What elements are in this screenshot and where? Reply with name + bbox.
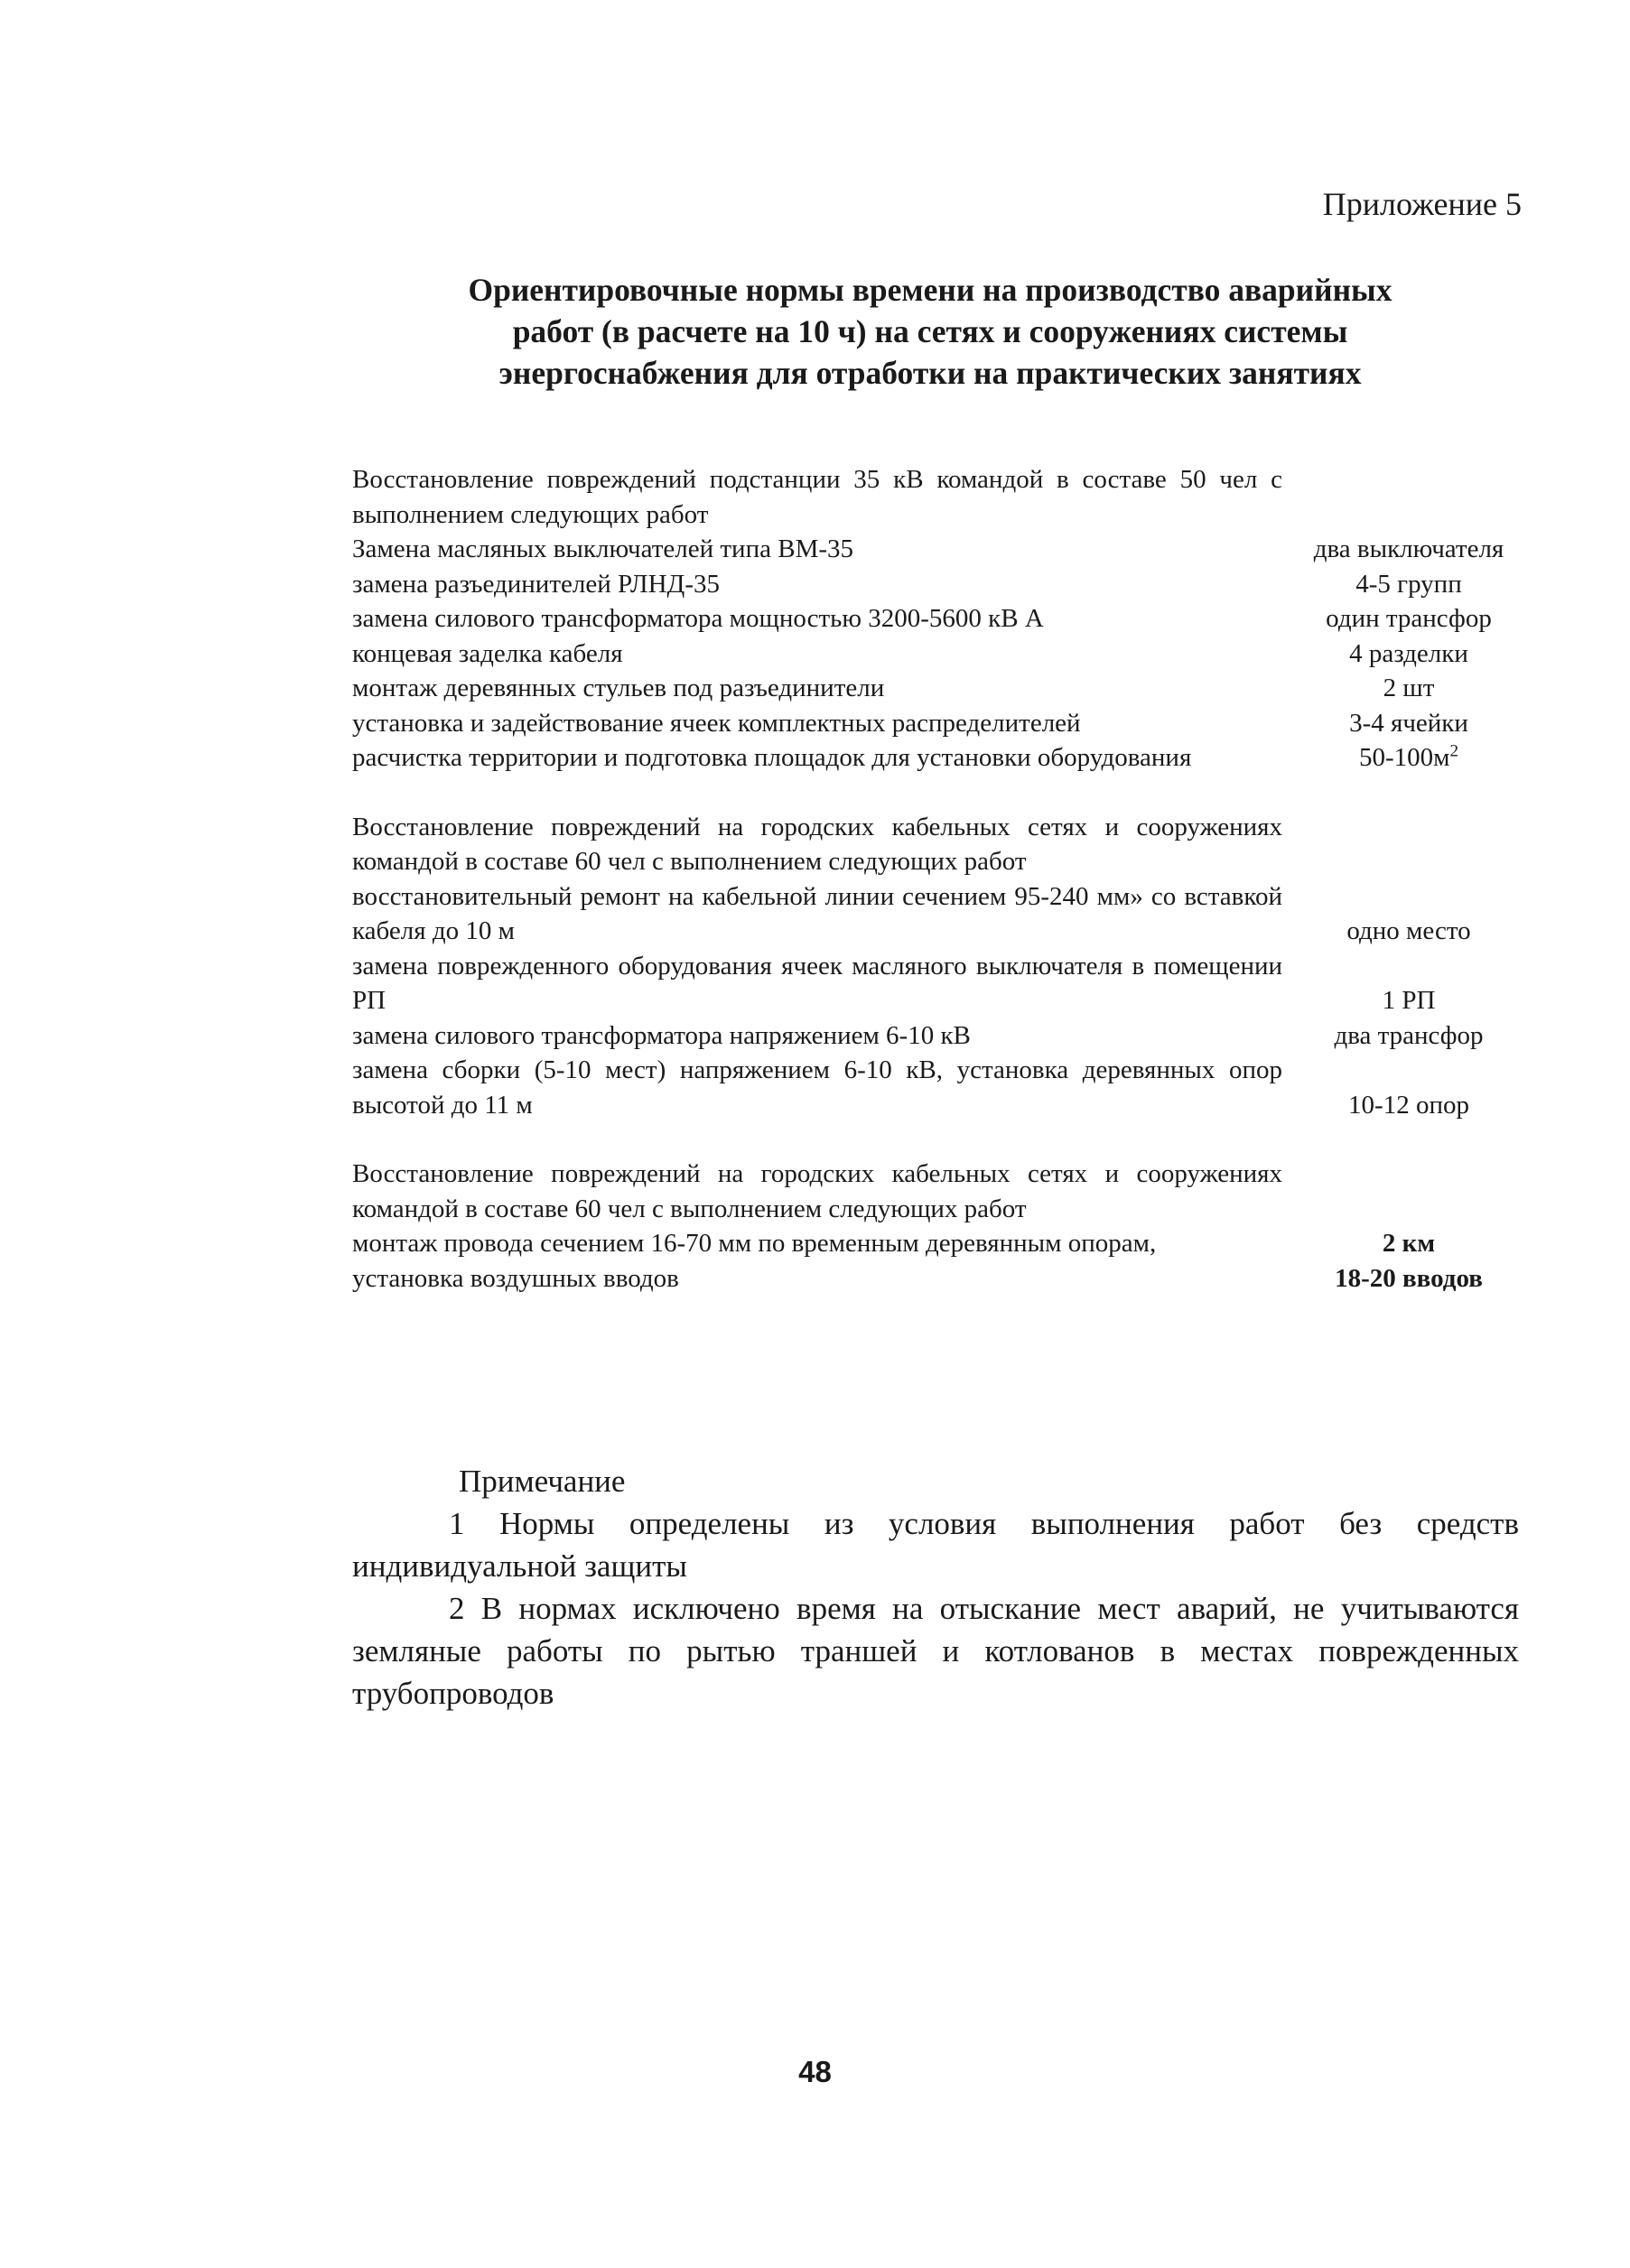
norm-value: одно место xyxy=(1346,916,1471,945)
norm-row xyxy=(352,462,1535,532)
norm-value: 1 РП xyxy=(1382,986,1436,1015)
title-line: энергоснабжения для отработки на практических занятиях xyxy=(498,355,1362,391)
title-line: Ориентировочные нормы времени на производство аварийных xyxy=(468,272,1392,308)
norm-text: Восстановление повреждений на городских кабельных сетях и сооружениях командой в составе 60 чел с выполнением следующих работ xyxy=(352,1159,1282,1223)
norms-list xyxy=(352,462,1535,1330)
norm-row xyxy=(352,1053,1535,1122)
norm-text: замена поврежденного оборудования ячеек масляного выключателя в помещении РП xyxy=(352,951,1282,1015)
superscript: 2 xyxy=(1449,741,1458,761)
norm-text: восстановительный ремонт на кабельной линии сечением 95-240 мм» со вставкой кабеля до 10 м xyxy=(352,881,1282,945)
norm-value: 3-4 ячейки xyxy=(1349,708,1468,738)
norm-text: замена силового трансформатора напряжением 6-10 кВ xyxy=(352,1020,971,1050)
norm-row xyxy=(352,1018,1535,1054)
norm-row xyxy=(352,706,1535,741)
norm-row xyxy=(352,949,1535,1018)
page-number: 48 xyxy=(798,2055,832,2088)
norm-value: два трансфор xyxy=(1334,1020,1484,1050)
norm-text: замена разъединителей РЛНД-35 xyxy=(352,569,720,599)
norms-section xyxy=(352,1157,1535,1296)
norm-value: 4-5 групп xyxy=(1355,569,1462,599)
norm-text: установка воздушных вводов xyxy=(352,1263,679,1293)
norm-text: Восстановление повреждений на городских кабельных сетях и сооружениях командой в составе 60 чел с выполнением следующих работ xyxy=(352,812,1282,876)
norm-row xyxy=(352,1261,1535,1297)
norm-value: 18-20 вводов xyxy=(1335,1263,1483,1293)
norms-section xyxy=(352,810,1535,1123)
norm-value: 4 разделки xyxy=(1349,638,1468,668)
norm-row xyxy=(352,567,1535,602)
norm-row xyxy=(352,1157,1535,1226)
norm-value: один трансфор xyxy=(1326,604,1492,633)
norm-text: замена сборки (5-10 мест) напряжением 6-10 кВ, установка деревянных опор высотой до 11 м xyxy=(352,1055,1282,1120)
norm-text: замена силового трансформатора мощностью 3200-5600 кВ А xyxy=(352,604,1044,633)
norm-value: два выключателя xyxy=(1313,534,1504,563)
norm-row xyxy=(352,601,1535,637)
norm-value: 2 шт xyxy=(1383,674,1435,702)
note-paragraph: 2 В нормах исключено время на отыскание мест аварий, не учитываются земляные работы по рытью траншей и котлованов в местах поврежденных трубопроводов xyxy=(352,1591,1519,1711)
norm-row xyxy=(352,1226,1535,1261)
norm-value: 2 км xyxy=(1382,1229,1436,1258)
appendix-label: Приложение 5 xyxy=(1322,186,1522,222)
note-paragraph: 1 Нормы определены из условия выполнения работ без средств индивидуальной защиты xyxy=(352,1506,1519,1584)
title-line: работ (в расчете на 10 ч) на сетях и сооружениях системы xyxy=(512,313,1348,349)
norm-text: расчистка территории и подготовка площадок для установки оборудования xyxy=(352,743,1192,772)
norm-value-text: 50-100м xyxy=(1358,743,1450,772)
norm-row xyxy=(352,532,1535,567)
norm-text: концевая заделка кабеля xyxy=(352,638,623,668)
norm-row xyxy=(352,810,1535,879)
norm-value xyxy=(1282,740,1535,776)
norm-row xyxy=(352,740,1535,776)
norms-section xyxy=(352,462,1535,776)
notes-block xyxy=(352,1460,1519,1715)
norm-text: монтаж провода сечением 16-70 мм по временным деревянным опорам, xyxy=(352,1229,1157,1258)
norm-value: 10-12 опор xyxy=(1348,1090,1469,1120)
norm-text: Замена масляных выключателей типа ВМ-35 xyxy=(352,534,854,563)
norm-text: монтаж деревянных стульев под разъединители xyxy=(352,674,885,702)
norm-row xyxy=(352,879,1535,949)
norm-text: установка и задействование ячеек комплектных распределителей xyxy=(352,708,1081,738)
norm-row xyxy=(352,671,1535,706)
norm-row xyxy=(352,637,1535,672)
norm-text: Восстановление повреждений подстанции 35 кВ командой в составе 50 чел с выполнением следующих работ xyxy=(352,465,1282,529)
document-title xyxy=(343,269,1517,394)
note-heading: Примечание xyxy=(459,1464,626,1499)
